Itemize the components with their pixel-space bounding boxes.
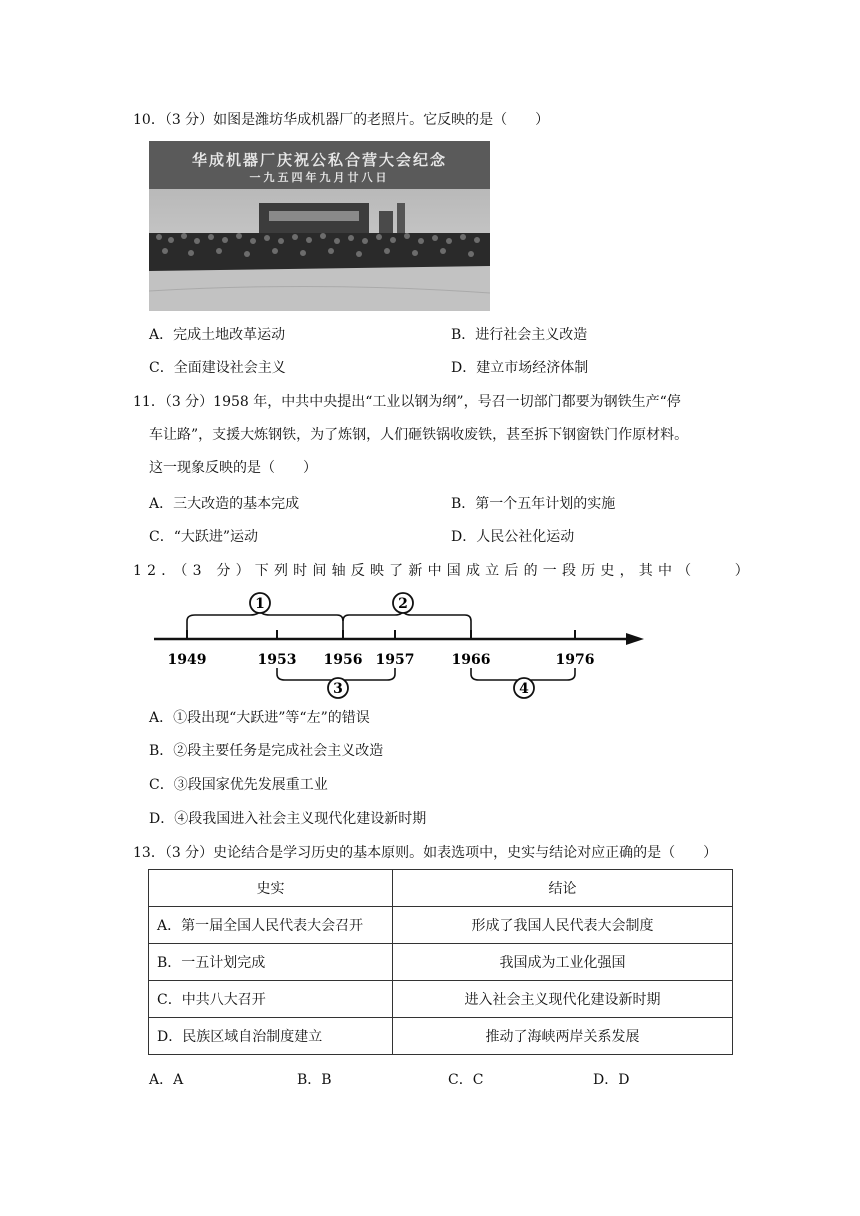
table-header-conclusion: 结论: [393, 870, 733, 907]
factory-photo: [149, 141, 490, 311]
q12-option-b[interactable]: B．②段主要任务是完成社会主义改造: [149, 743, 384, 759]
q12-option-c[interactable]: C．③段国家优先发展重工业: [149, 777, 328, 793]
q12-stem: 12．（3 分）下列时间轴反映了新中国成立后的一段历史，其中（ ）: [133, 563, 754, 579]
q10-option-c[interactable]: C．全面建设社会主义: [149, 360, 286, 376]
year-label-1953: 1953: [257, 652, 297, 668]
q13-table: [148, 869, 733, 1055]
table-cell-fact: A．第一届全国人民代表大会召开: [149, 907, 393, 944]
q11-stem-line-1: 11．（3 分）1958 年，中共中央提出“工业以钢为纲”，号召一切部门都要为钢铁生产“停: [133, 394, 681, 410]
table-header-fact: 史实: [149, 870, 393, 907]
segment-label-2: 2: [398, 596, 408, 612]
year-label-1956: 1956: [323, 652, 363, 668]
q10-option-d[interactable]: D．建立市场经济体制: [451, 360, 589, 376]
segment-label-4: 4: [519, 681, 529, 697]
table-row: [149, 1018, 733, 1055]
q10-option-b[interactable]: B．进行社会主义改造: [451, 327, 588, 343]
q13-option-d[interactable]: D．D: [593, 1072, 630, 1088]
table-cell-fact: D．民族区域自治制度建立: [149, 1018, 393, 1055]
q11-option-a[interactable]: A．三大改造的基本完成: [149, 496, 300, 512]
year-label-1949: 1949: [167, 652, 207, 668]
table-row: [149, 981, 733, 1018]
year-label-1966: 1966: [451, 652, 491, 668]
timeline-arrowhead: [626, 633, 644, 645]
q12-option-a[interactable]: A．①段出现“大跃进”等“左”的错误: [149, 710, 370, 726]
q11-option-d[interactable]: D．人民公社化运动: [451, 529, 575, 545]
photo-scene: [149, 141, 490, 311]
q11-stem-line-3: 这一现象反映的是（ ）: [149, 460, 317, 476]
table-cell-conclusion: 推动了海峡两岸关系发展: [393, 1018, 733, 1055]
q11-stem-line-2: 车让路”，支援大炼钢铁，为了炼钢，人们砸铁锅收废铁，甚至拆下钢窗铁门作原材料。: [149, 427, 689, 443]
q13-option-a[interactable]: A．A: [149, 1072, 184, 1088]
photo-banner-title: 华成机器厂庆祝公私合营大会纪念: [191, 151, 447, 169]
year-label-1976: 1976: [555, 652, 595, 668]
q12-option-d[interactable]: D．④段我国进入社会主义现代化建设新时期: [149, 811, 427, 827]
table-cell-fact: C．中共八大召开: [149, 981, 393, 1018]
segment-label-1: 1: [255, 596, 265, 612]
year-label-1957: 1957: [375, 652, 415, 668]
q10-option-a[interactable]: A．完成土地改革运动: [149, 327, 286, 343]
photo-banner-date: 一九五四年九月廿八日: [249, 171, 390, 184]
q13-option-b[interactable]: B．B: [297, 1072, 332, 1088]
timeline-diagram: [150, 590, 650, 705]
table-cell-conclusion: 形成了我国人民代表大会制度: [393, 907, 733, 944]
table-header-row: [149, 870, 733, 907]
q13-option-c[interactable]: C．C: [448, 1072, 484, 1088]
q11-option-b[interactable]: B．第一个五年计划的实施: [451, 496, 616, 512]
table-row: [149, 944, 733, 981]
table-cell-conclusion: 进入社会主义现代化建设新时期: [393, 981, 733, 1018]
q10-stem: 10．（3 分）如图是潍坊华成机器厂的老照片。它反映的是（ ）: [133, 112, 550, 128]
segment-label-3: 3: [333, 681, 343, 697]
table-row: [149, 907, 733, 944]
table-cell-conclusion: 我国成为工业化强国: [393, 944, 733, 981]
q11-option-c[interactable]: C．“大跃进”运动: [149, 529, 259, 545]
q13-stem: 13．（3 分）史论结合是学习历史的基本原则。如表选项中，史实与结论对应正确的是（ ）: [133, 845, 718, 861]
brace-segment-1: [187, 609, 343, 634]
table-cell-fact: B．一五计划完成: [149, 944, 393, 981]
